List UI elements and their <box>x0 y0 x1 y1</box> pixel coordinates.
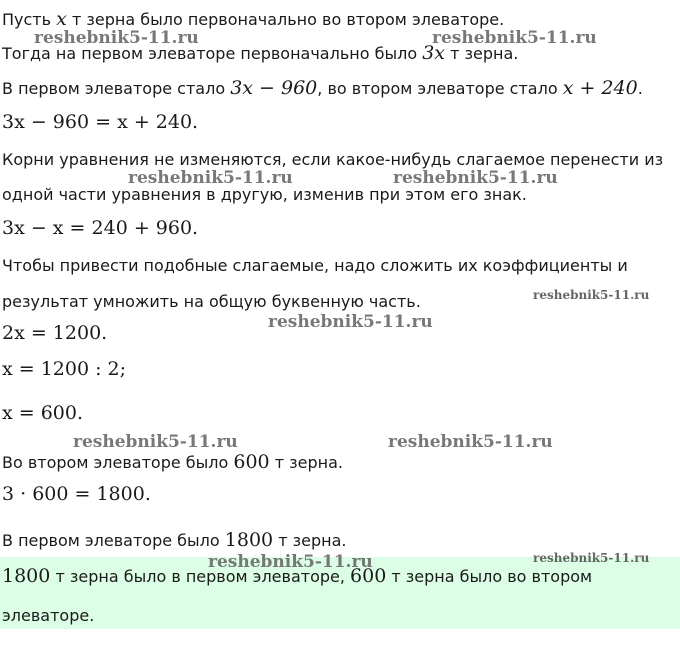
math-expr: 3x − 960 <box>230 77 318 99</box>
watermark: reshebnik5-11.ru <box>208 552 373 572</box>
math-expr: x + 240 <box>562 77 638 99</box>
rule-2-line-b: результат умножить на общую буквенную часть. <box>2 292 421 311</box>
watermark: reshebnik5-11.ru <box>128 168 293 188</box>
watermark: reshebnik5-11.ru <box>393 168 558 188</box>
watermark: reshebnik5-11.ru <box>533 551 650 565</box>
rule-2-line-a: Чтобы привести подобные слагаемые, надо сложить их коэффициенты и <box>2 256 628 275</box>
watermark: reshebnik5-11.ru <box>432 28 597 48</box>
text: Пусть <box>2 10 57 29</box>
watermark: reshebnik5-11.ru <box>268 312 433 332</box>
equation-4: x = 1200 : 2; <box>2 358 127 380</box>
watermark: reshebnik5-11.ru <box>34 28 199 48</box>
text: т зерна. <box>273 531 347 550</box>
equation-5: x = 600. <box>2 402 84 424</box>
number: 600 <box>233 451 270 473</box>
text: т зерна было первоначально во втором элеваторе. <box>66 10 505 29</box>
first-elevator-line <box>2 530 347 551</box>
text: В первом элеваторе было <box>2 531 225 550</box>
text: т зерна было во втором <box>386 567 593 586</box>
text: Во втором элеваторе было <box>2 453 234 472</box>
equation-2: 3x − x = 240 + 960. <box>2 217 199 239</box>
equation-6: 3 · 600 = 1800. <box>2 483 151 505</box>
watermark: reshebnik5-11.ru <box>388 432 553 452</box>
text: В первом элеваторе стало <box>2 79 231 98</box>
watermark: reshebnik5-11.ru <box>533 288 650 302</box>
text: т зерна. <box>445 44 519 63</box>
number: 1800 <box>224 529 274 551</box>
text: т зерна. <box>269 453 343 472</box>
solution-line-1 <box>2 9 504 30</box>
text: Тогда на первом элеваторе первоначально было <box>2 44 423 63</box>
answer-line-2: элеваторе. <box>2 606 95 625</box>
math-var: x <box>56 8 67 30</box>
solution-line-3 <box>2 78 643 99</box>
rule-1-line-b: одной части уравнения в другую, изменив при этом его знак. <box>2 185 527 204</box>
second-elevator-line <box>2 452 343 473</box>
math-expr: 3x <box>422 42 445 64</box>
equation-1: 3x − 960 = x + 240. <box>2 111 199 133</box>
number: 1800 <box>2 565 51 587</box>
text: , во втором элеваторе стало <box>317 79 563 98</box>
text: т зерна было в первом элеваторе, <box>50 567 351 586</box>
number: 600 <box>350 565 387 587</box>
watermark: reshebnik5-11.ru <box>73 432 238 452</box>
text: . <box>637 79 643 98</box>
rule-1-line-a: Корни уравнения не изменяются, если какое-нибудь слагаемое перенести из <box>2 150 664 169</box>
equation-3: 2x = 1200. <box>2 322 108 344</box>
